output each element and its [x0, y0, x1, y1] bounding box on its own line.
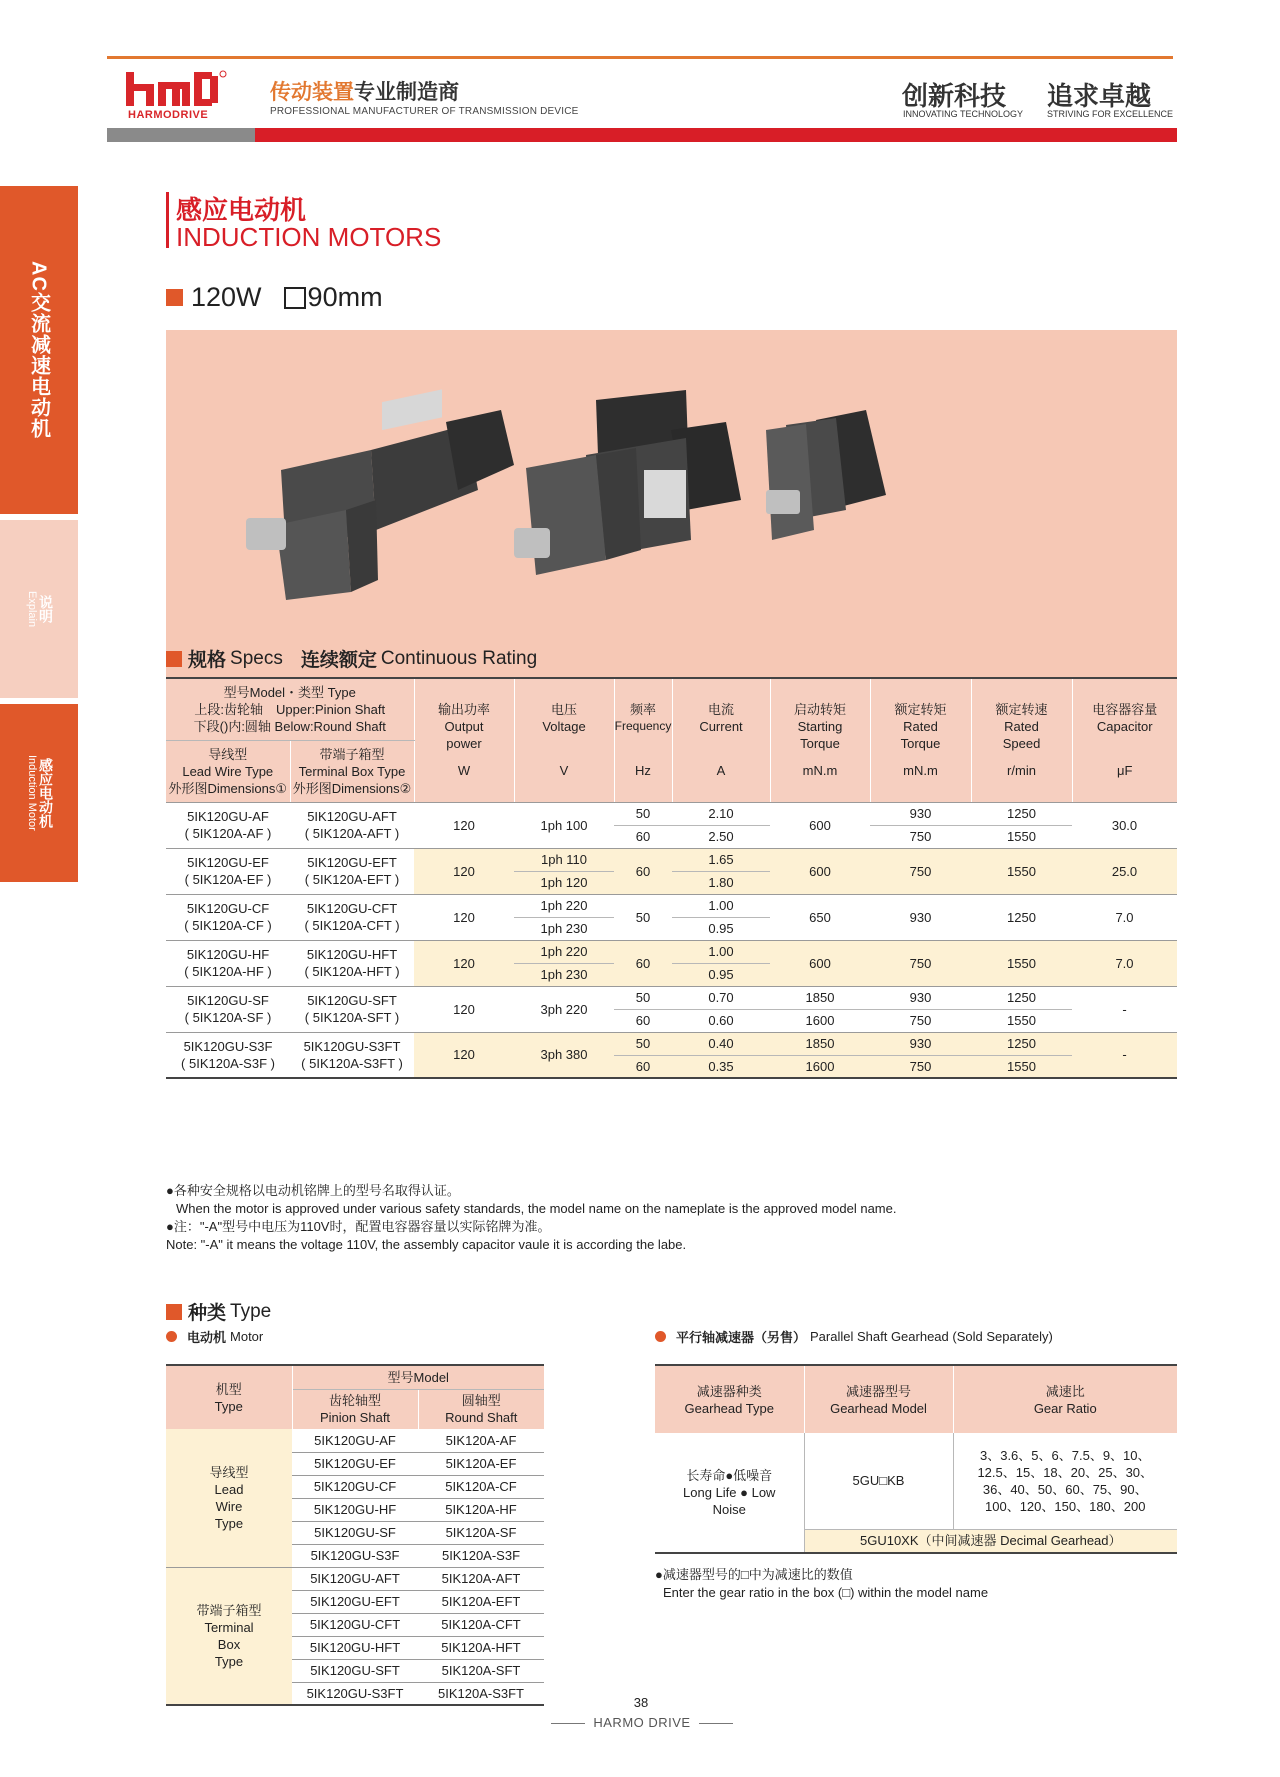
- gear-ratio-line: 36、40、50、60、75、90、: [982, 1481, 1148, 1497]
- output-cell: 120: [414, 1032, 514, 1078]
- rating-heading-cn: 连续额定: [300, 650, 377, 671]
- model-term: 5IK120GU-CFT: [306, 901, 398, 916]
- col-gear-ratio-en: Gear Ratio: [1033, 1400, 1097, 1416]
- type-group-cn: 导线型: [209, 1464, 249, 1480]
- rated-torque-cell: 750: [870, 848, 971, 894]
- voltage-cell: 1ph 220: [514, 894, 614, 917]
- model-term-cell: [290, 894, 414, 940]
- col-gearhead-type-cn: 减速器种类: [696, 1383, 762, 1399]
- header-bar-red: [255, 128, 1177, 142]
- model-lead-cell: [166, 986, 290, 1032]
- gear-subheading-en: Parallel Shaft Gearhead (Sold Separately): [810, 1329, 1053, 1344]
- table-row: [166, 894, 1177, 917]
- pinion-model: 5IK120GU-SFT: [292, 1659, 418, 1682]
- col-freq-en: Frequency: [614, 719, 672, 734]
- round-model: 5IK120A-CF: [418, 1475, 544, 1498]
- type-group-en3: Type: [214, 1653, 244, 1669]
- capacitor-cell: 7.0: [1072, 940, 1177, 986]
- model-lead: 5IK120GU-SF: [187, 993, 269, 1008]
- freq-cell: 60: [614, 1009, 672, 1032]
- rated-torque-cell: 750: [870, 940, 971, 986]
- gear-ratio-line: 100、120、150、180、200: [985, 1498, 1146, 1514]
- voltage-cell: 1ph 230: [514, 917, 614, 940]
- start-torque-cell: 600: [770, 802, 870, 848]
- rated-torque-cell: 750: [870, 825, 971, 848]
- model-term-cell: [290, 802, 414, 848]
- col-output-en2: power: [446, 736, 482, 752]
- output-cell: 120: [414, 802, 514, 848]
- header-bar-gray: [107, 128, 255, 142]
- side-tab-explain-en: Explain: [26, 590, 38, 628]
- bullet-dot-icon: [655, 1331, 666, 1342]
- col-model: 型号Model: [292, 1365, 544, 1389]
- col-gearhead-type-en: Gearhead Type: [684, 1400, 774, 1416]
- model-lead-round: ( 5IK120A-EF ): [184, 872, 272, 887]
- col-voltage-cn: 电压: [550, 702, 577, 718]
- current-cell: 0.70: [672, 986, 770, 1009]
- motor-terminal-box-icon: [514, 390, 741, 575]
- col-round-cn: 圆轴型: [461, 1393, 501, 1409]
- side-tab-induction-motor[interactable]: [0, 704, 78, 882]
- col-gearhead-model: [804, 1365, 953, 1433]
- model-lead-round: ( 5IK120A-S3F ): [181, 1055, 275, 1071]
- specs-heading: [166, 645, 537, 672]
- pinion-model: 5IK120GU-S3F: [292, 1544, 418, 1567]
- col-current-unit: A: [716, 763, 726, 779]
- side-tab-explain[interactable]: [0, 520, 78, 698]
- rated-torque-cell: 750: [870, 1055, 971, 1078]
- freq-cell: 50: [614, 894, 672, 940]
- col-lead-cn: 导线型: [208, 746, 248, 762]
- motor-subheading-cn: 电动机: [187, 1330, 227, 1345]
- round-model: 5IK120A-CFT: [418, 1613, 544, 1636]
- bullet-square-icon: [166, 289, 183, 306]
- type-heading-en: Type: [230, 1300, 272, 1322]
- table-row: [655, 1433, 1177, 1529]
- gearhead-table: [655, 1364, 1177, 1554]
- note2-cn: ●注："-A"型号中电压为110V时，配置电容器容量以实际铭牌为准。: [166, 1219, 551, 1234]
- col-model-below: 下段()内:圆轴 Below:Round Shaft: [193, 718, 386, 734]
- type-group-en2: Wire: [215, 1498, 243, 1514]
- footer-brand: [542, 1715, 742, 1730]
- model-term-round: ( 5IK120A-CFT ): [304, 918, 400, 933]
- model-term: 5IK120GU-AFT: [307, 809, 397, 824]
- page-number: 38: [633, 1695, 649, 1710]
- note2-en: Note: "-A" it means the voltage 110V, the assembly capacitor vaule it is according the labe.: [166, 1237, 687, 1252]
- gear-ratio-line: 12.5、15、18、20、25、30、: [977, 1464, 1154, 1480]
- col-voltage: [514, 678, 614, 802]
- voltage-cell: 1ph 100: [514, 802, 614, 848]
- rated-speed-cell: 1250: [971, 1032, 1072, 1055]
- model-term-cell: [290, 986, 414, 1032]
- col-pinion-cn: 齿轮轴型: [328, 1393, 381, 1409]
- pinion-model: 5IK120GU-CFT: [292, 1613, 418, 1636]
- voltage-cell: 3ph 380: [514, 1032, 614, 1078]
- gear-header-row: [655, 1365, 1177, 1433]
- motto-innovating: 创新科技: [902, 82, 1007, 112]
- current-cell: 0.40: [672, 1032, 770, 1055]
- col-rtorque-unit: mN.m: [903, 763, 938, 779]
- rated-torque-cell: 930: [870, 894, 971, 940]
- brand-wordmark: HARMODRIVE: [128, 109, 209, 121]
- start-torque-cell: 1600: [770, 1009, 870, 1032]
- rated-speed-cell: 1550: [971, 1009, 1072, 1032]
- col-rtorque-en1: Rated: [903, 719, 938, 735]
- type-heading-cn: 种类: [188, 1303, 227, 1324]
- specs-heading-en: Specs: [230, 647, 283, 669]
- table-row: [166, 1429, 544, 1452]
- round-model: 5IK120A-HFT: [418, 1636, 544, 1659]
- gearhead-type-cell: [655, 1433, 804, 1553]
- start-torque-cell: 1850: [770, 1032, 870, 1055]
- round-model: 5IK120A-SF: [418, 1521, 544, 1544]
- gear-note: [655, 1566, 988, 1602]
- motor-subheading-en: Motor: [230, 1329, 264, 1344]
- tagline-rest: 专业制造商: [354, 81, 459, 104]
- rated-torque-cell: 750: [870, 1009, 971, 1032]
- header-tagline-en: PROFESSIONAL MANUFACTURER OF TRANSMISSION DEVICE: [270, 106, 579, 117]
- side-tab-ac-label: AC交流减速电动机: [27, 261, 50, 439]
- note1-en: When the motor is approved under various safety standards, the model name on the nameplate is the approved model name.: [176, 1201, 897, 1216]
- gearhead-type-en1: Long Life ● Low: [683, 1485, 776, 1500]
- col-model-title: 型号Model・类型 Type: [223, 684, 356, 700]
- rated-speed-cell: 1250: [971, 894, 1072, 940]
- model-lead-round: ( 5IK120A-HF ): [184, 964, 272, 979]
- col-current-cn: 电流: [707, 702, 734, 718]
- col-term-en: Terminal Box Type: [298, 763, 406, 779]
- model-term: 5IK120GU-EFT: [307, 855, 397, 870]
- pinion-model: 5IK120GU-HF: [292, 1498, 418, 1521]
- type-group-terminal: [166, 1567, 292, 1705]
- round-model: 5IK120A-AFT: [418, 1567, 544, 1590]
- pinion-model: 5IK120GU-SF: [292, 1521, 418, 1544]
- model-term: 5IK120GU-HFT: [306, 947, 398, 962]
- output-cell: 120: [414, 986, 514, 1032]
- decimal-gearhead-cell: 5GU10XK（中间减速器 Decimal Gearhead）: [804, 1529, 1177, 1553]
- side-tab-explain-label: [25, 591, 53, 627]
- type-group-en3: Type: [214, 1515, 244, 1531]
- rated-speed-cell: 1550: [971, 940, 1072, 986]
- table-row: [166, 940, 1177, 963]
- current-cell: 2.10: [672, 802, 770, 825]
- voltage-cell: 1ph 230: [514, 963, 614, 986]
- table-row: [166, 1032, 1177, 1055]
- start-torque-cell: 600: [770, 940, 870, 986]
- col-current-en: Current: [699, 719, 743, 735]
- type-group-cn: 带端子箱型: [196, 1602, 262, 1618]
- model-term-cell: [290, 848, 414, 894]
- motor-lead-wire-icon: [246, 389, 514, 600]
- col-rtorque-cn: 额定转矩: [894, 702, 947, 718]
- table-row: [166, 1567, 544, 1590]
- capacitor-cell: -: [1072, 986, 1177, 1032]
- col-rspeed-unit: r/min: [1007, 763, 1036, 779]
- col-model: [166, 678, 414, 740]
- current-cell: 1.80: [672, 871, 770, 894]
- motor-subheading: [166, 1327, 263, 1346]
- table-row: [166, 986, 1177, 1009]
- round-model: 5IK120A-EF: [418, 1452, 544, 1475]
- note1-cn: ●各种安全规格以电动机铭牌上的型号名取得认证。: [166, 1183, 460, 1198]
- capacitor-cell: 7.0: [1072, 894, 1177, 940]
- side-tab-motor-label: [25, 755, 53, 831]
- model-lead-cell: [166, 940, 290, 986]
- gearhead-type-en2: Noise: [712, 1502, 746, 1517]
- voltage-cell: 1ph 120: [514, 871, 614, 894]
- col-capacitor: [1072, 678, 1177, 802]
- gear-ratio-cell: [953, 1433, 1177, 1529]
- side-tab-motor-en: Induction Motor: [26, 755, 38, 831]
- col-voltage-unit: V: [559, 763, 569, 779]
- col-round-en: Round Shaft: [445, 1410, 518, 1426]
- capacitor-cell: -: [1072, 1032, 1177, 1078]
- col-lead-dim: 外形图Dimensions①: [168, 780, 288, 796]
- freq-cell: 50: [614, 986, 672, 1009]
- col-starting-torque: [770, 678, 870, 802]
- bullet-square-icon: [166, 1304, 182, 1320]
- col-pinion: [292, 1389, 418, 1429]
- col-gear-ratio: [953, 1365, 1177, 1433]
- voltage-cell: 1ph 110: [514, 848, 614, 871]
- col-rated-speed: [971, 678, 1072, 802]
- col-type-cn: 机型: [215, 1381, 242, 1397]
- model-lead: 5IK120GU-EF: [187, 855, 269, 870]
- pinion-model: 5IK120GU-AFT: [292, 1567, 418, 1590]
- col-start-cn: 启动转矩: [793, 702, 846, 718]
- current-cell: 0.95: [672, 917, 770, 940]
- header-tagline: [270, 76, 459, 106]
- model-lead-cell: [166, 848, 290, 894]
- header-top-rule: [107, 56, 1173, 59]
- start-torque-cell: 1600: [770, 1055, 870, 1078]
- freq-cell: 60: [614, 1055, 672, 1078]
- rated-speed-cell: 1250: [971, 986, 1072, 1009]
- type-group-en2: Box: [217, 1636, 241, 1652]
- model-term-round: ( 5IK120A-AFT ): [304, 826, 400, 841]
- gearhead-type-cn: 长寿命●低噪音: [686, 1468, 773, 1483]
- power-rating: 120W: [191, 282, 262, 312]
- type-header-row: [166, 1365, 544, 1389]
- current-cell: 0.35: [672, 1055, 770, 1078]
- rated-torque-cell: 930: [870, 802, 971, 825]
- round-model: 5IK120A-EFT: [418, 1590, 544, 1613]
- pinion-model: 5IK120GU-EF: [292, 1452, 418, 1475]
- current-cell: 1.00: [672, 894, 770, 917]
- col-output-unit: W: [457, 763, 471, 779]
- model-term: 5IK120GU-SFT: [307, 993, 397, 1008]
- model-lead-cell: [166, 1032, 290, 1078]
- motor-round-shaft-icon: [766, 410, 886, 540]
- spec-notes: [166, 1182, 896, 1254]
- col-rtorque-en2: Torque: [900, 736, 941, 752]
- col-round: [418, 1389, 544, 1429]
- bullet-dot-icon: [166, 1331, 177, 1342]
- col-gearhead-model-cn: 减速器型号: [845, 1383, 911, 1399]
- round-model: 5IK120A-S3FT: [438, 1685, 524, 1701]
- product-photo: [166, 330, 1177, 686]
- col-freq-cn: 频率: [629, 702, 656, 718]
- bullet-square-icon: [166, 651, 182, 667]
- col-frequency: [614, 678, 672, 802]
- side-tab-ac-motors[interactable]: [0, 186, 78, 514]
- col-rspeed-cn: 额定转速: [995, 702, 1048, 718]
- model-term-cell: [290, 940, 414, 986]
- model-lead-round: ( 5IK120A-CF ): [184, 918, 272, 933]
- col-gearhead-type: [655, 1365, 804, 1433]
- model-term-round: ( 5IK120A-HFT ): [304, 964, 400, 979]
- col-term-cn: 带端子箱型: [319, 746, 385, 762]
- voltage-cell: 3ph 220: [514, 986, 614, 1032]
- current-cell: 0.95: [672, 963, 770, 986]
- model-lead-round: ( 5IK120A-SF ): [184, 1010, 272, 1025]
- model-term-round: ( 5IK120A-EFT ): [304, 872, 400, 887]
- model-term-round: ( 5IK120A-SFT ): [304, 1010, 400, 1025]
- spec-table: [166, 677, 1177, 1079]
- rating-heading-en: Continuous Rating: [380, 647, 538, 669]
- col-lead-en: Lead Wire Type: [182, 763, 274, 779]
- side-tab-motor-cn: 感应电动机: [38, 757, 54, 828]
- round-model: 5IK120A-S3F: [418, 1544, 544, 1567]
- specs-heading-cn: 规格: [188, 650, 227, 671]
- capacitor-cell: 25.0: [1072, 848, 1177, 894]
- model-lead: 5IK120GU-AF: [187, 809, 269, 824]
- col-rspeed-en2: Speed: [1002, 736, 1041, 752]
- col-lead-wire: [166, 740, 290, 802]
- col-model-upper: 上段:齿轮轴 Upper:Pinion Shaft: [194, 701, 386, 717]
- frame-size: 90mm: [307, 282, 383, 312]
- page-title-cn: 感应电动机: [176, 195, 307, 225]
- col-output-cn: 输出功率: [437, 702, 490, 718]
- col-type-en: Type: [214, 1398, 243, 1414]
- output-cell: 120: [414, 894, 514, 940]
- col-output-en1: Output: [444, 719, 484, 735]
- type-group-en1: Lead: [214, 1481, 244, 1497]
- col-freq-unit: Hz: [635, 763, 651, 779]
- motor-illustration-icon: [166, 330, 1177, 686]
- col-start-unit: mN.m: [802, 763, 838, 779]
- output-cell: 120: [414, 940, 514, 986]
- model-lead: 5IK120GU-CF: [186, 901, 270, 916]
- model-term: 5IK120GU-S3FT: [303, 1038, 401, 1054]
- pinion-model: 5IK120GU-CF: [292, 1475, 418, 1498]
- col-voltage-en: Voltage: [542, 719, 586, 735]
- rated-speed-cell: 1550: [971, 848, 1072, 894]
- model-lead-cell: [166, 894, 290, 940]
- start-torque-cell: 650: [770, 894, 870, 940]
- round-model: 5IK120A-SFT: [418, 1659, 544, 1682]
- voltage-cell: 1ph 220: [514, 940, 614, 963]
- col-terminal-box: [290, 740, 414, 802]
- col-term-dim: 外形图Dimensions②: [292, 780, 412, 796]
- start-torque-cell: 1850: [770, 986, 870, 1009]
- gear-subheading: [655, 1327, 1053, 1346]
- model-lead: 5IK120GU-S3F: [183, 1038, 273, 1054]
- model-term-round: ( 5IK120A-S3FT ): [301, 1055, 403, 1071]
- col-output: [414, 678, 514, 802]
- rated-torque-cell: 930: [870, 986, 971, 1009]
- col-type: [166, 1365, 292, 1429]
- model-lead-round: ( 5IK120A-AF ): [184, 826, 272, 841]
- motto-innovating-en: INNOVATING TECHNOLOGY: [903, 109, 1024, 119]
- gear-note-cn: ●减速器型号的□中为减速比的数值: [655, 1567, 853, 1582]
- page-title-en: INDUCTION MOTORS: [176, 222, 442, 252]
- col-gearhead-model-en: Gearhead Model: [830, 1400, 927, 1416]
- col-rspeed-en1: Rated: [1004, 719, 1039, 735]
- current-cell: 1.65: [672, 848, 770, 871]
- col-cap-en: Capacitor: [1096, 719, 1153, 735]
- col-start-en1: Starting: [797, 719, 843, 735]
- start-torque-cell: 600: [770, 848, 870, 894]
- col-gear-ratio-cn: 减速比: [1045, 1383, 1085, 1399]
- square-size-icon: [284, 287, 306, 309]
- pinion-model: 5IK120GU-HFT: [292, 1636, 418, 1659]
- output-cell: 120: [414, 848, 514, 894]
- motto-striving: 追求卓越: [1047, 82, 1152, 112]
- freq-cell: 60: [614, 848, 672, 894]
- col-cap-unit: μF: [1117, 763, 1133, 779]
- current-cell: 2.50: [672, 825, 770, 848]
- type-group-lead: [166, 1429, 292, 1567]
- gear-ratio-line: 3、3.6、5、6、7.5、9、10、: [979, 1447, 1151, 1463]
- spec-header-row: [166, 678, 1177, 740]
- col-start-en2: Torque: [800, 736, 840, 752]
- power-size-heading: [166, 282, 383, 313]
- freq-cell: 50: [614, 1032, 672, 1055]
- pinion-model: 5IK120GU-S3FT: [306, 1685, 404, 1701]
- col-pinion-en: Pinion Shaft: [319, 1410, 391, 1426]
- round-model: 5IK120A-AF: [418, 1429, 544, 1452]
- tagline-accent: 传动装置: [270, 81, 354, 104]
- gearhead-model-cell: 5GU□KB: [804, 1433, 953, 1529]
- capacitor-cell: 30.0: [1072, 802, 1177, 848]
- type-heading: [166, 1298, 271, 1325]
- gear-note-en: Enter the gear ratio in the box (□) within the model name: [663, 1585, 989, 1600]
- col-current: [672, 678, 770, 802]
- rated-speed-cell: 1250: [971, 802, 1072, 825]
- pinion-model: 5IK120GU-AF: [292, 1429, 418, 1452]
- pinion-model: 5IK120GU-EFT: [292, 1590, 418, 1613]
- table-row: [166, 848, 1177, 871]
- rated-speed-cell: 1550: [971, 1055, 1072, 1078]
- model-lead-cell: [166, 802, 290, 848]
- gear-subheading-cn: 平行轴减速器（另售）: [676, 1330, 807, 1345]
- rated-speed-cell: 1550: [971, 825, 1072, 848]
- motor-type-table: [166, 1364, 544, 1706]
- footer-brand-text: HARMO DRIVE: [593, 1715, 691, 1730]
- round-model: 5IK120A-HF: [418, 1498, 544, 1521]
- model-lead: 5IK120GU-HF: [186, 947, 270, 962]
- freq-cell: 60: [614, 940, 672, 986]
- freq-cell: 60: [614, 825, 672, 848]
- motto-striving-en: STRIVING FOR EXCELLENCE: [1047, 109, 1174, 119]
- rated-torque-cell: 930: [870, 1032, 971, 1055]
- col-rated-torque: [870, 678, 971, 802]
- current-cell: 1.00: [672, 940, 770, 963]
- side-tab-explain-cn: 说明: [38, 594, 54, 623]
- type-group-en1: Terminal: [204, 1619, 254, 1635]
- freq-cell: 50: [614, 802, 672, 825]
- table-row: [166, 802, 1177, 825]
- model-term-cell: [290, 1032, 414, 1078]
- col-cap-cn: 电容器容量: [1092, 702, 1158, 718]
- current-cell: 0.60: [672, 1009, 770, 1032]
- title-accent-bar: [166, 192, 169, 248]
